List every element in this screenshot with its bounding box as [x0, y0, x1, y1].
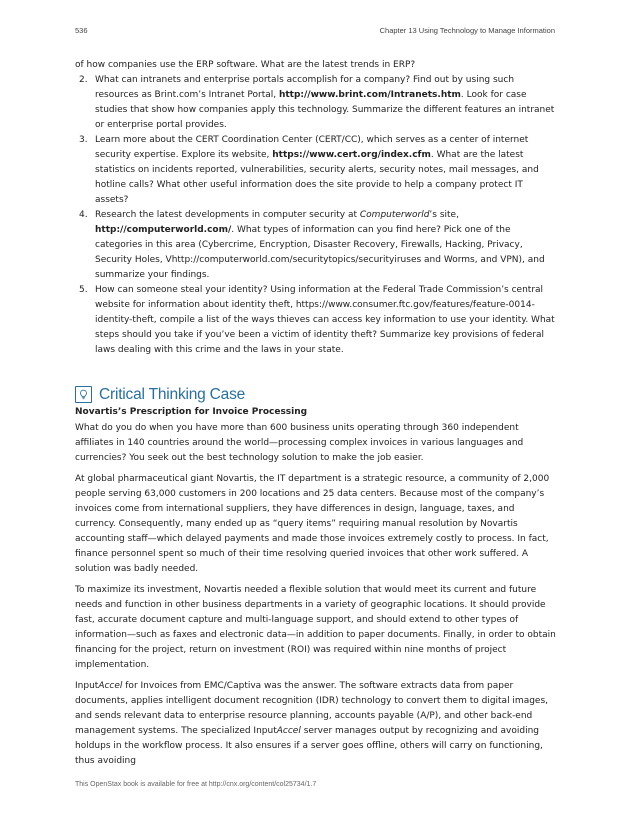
case-paragraph: At global pharmaceutical giant Novartis, the IT department is a strategic resource, a community of 2,000 people serving 63,000 customers in 200 locations and 25 data centers. Because most of the company’s invoices come from international suppliers, they have differences in design, language, taxes, and currency. Consequently, many ended up as “query items” requiring manual resolution by Novartis accounting staff—which delayed payments and made those invoices extremely costly to process. In fact, finance personnel spent so much of their time resolving queried invoices that other work suffered. A solution was badly needed. — [75, 474, 550, 574]
case-paragraph: What do you do when you have more than 600 business units operating through 360 independent affiliates in 140 countries around the world—processing complex invoices in various languages and currencies? You seek out the best technology solution to make the job easier. — [75, 423, 524, 463]
list-item-text: Research the latest developments in computer security at — [95, 210, 360, 220]
list-item-text: ’s site, — [429, 210, 459, 220]
list-item — [75, 208, 557, 283]
page-footer: This OpenStax book is available for free at http://cnx.org/content/col25734/1.7 — [75, 781, 317, 788]
product-name: Accel — [98, 681, 123, 691]
section-header — [75, 383, 557, 405]
page-content — [75, 58, 557, 769]
list-item-number: 4. — [79, 210, 88, 220]
list-item — [75, 133, 557, 208]
text-run: server manages output by recognizing and avoiding holdups in the workflow process. It also ensures if a server goes offline, others will carry on functioning, thus avoiding — [75, 726, 543, 766]
section-title: Critical Thinking Case — [99, 385, 246, 403]
list-item — [75, 283, 557, 358]
list-item-text: Learn more about the CERT Coordination Center (CERT/CC), which serves as a center of internet security expertise. Explore its website, — [95, 135, 529, 160]
list-item-text: . What are the latest statistics on incidents reported, vulnerabilities, security alerts, security notes, mail messages, and hotline calls? What other useful information does the site provide to help a company protect IT assets? — [95, 150, 539, 205]
list-item-text: How can someone steal your identity? Using information at the Federal Trade Commission’s central website for information about identity theft, https://www.consumer.ftc.gov/features/feature-0014-identity-theft, compile a list of the ways thieves can access key information to use your identity. What steps should you take if you’ve been a victim of identity theft? Summarize key provisions of federal laws dealing with this crime and the laws in your state. — [95, 285, 555, 355]
exercise-list — [75, 73, 557, 358]
link[interactable]: https://www.cert.org/index.cfm — [272, 150, 431, 160]
list-item — [75, 73, 557, 133]
case-heading: Novartis’s Prescription for Invoice Processing — [75, 407, 308, 417]
product-name: Accel — [276, 726, 301, 736]
chapter-title: Chapter 13 Using Technology to Manage Information — [379, 26, 555, 35]
link[interactable]: http://www.brint.com/Intranets.htm — [278, 90, 461, 100]
list-item-text: What can intranets and enterprise portals accomplish for a company? Find out by using such resources as Brint.com’s Intranet Portal, — [95, 75, 515, 100]
list-item-number: 5. — [79, 285, 88, 295]
list-item-number: 2. — [79, 75, 88, 85]
publication-name: Computerworld — [359, 210, 430, 220]
list-item-text: . What types of information can you find here? Pick one of the categories in this area (Cybercrime, Encryption, Disaster Recovery, Firewalls, Hacking, Privacy, Security Holes, Vhttp://computerworld.com/securitytopics/securityiruses and Worms, and VPN), and summarize your findings. — [95, 225, 545, 280]
link[interactable]: http://computerworld.com/ — [95, 225, 232, 235]
case-paragraph: To maximize its investment, Novartis needed a flexible solution that would meet its current and future needs and function in other business departments in a variety of geographic locations. It should provide fast, accurate document capture and multi-language support, and should extend to other types of information—such as faxes and electronic data—in addition to paper documents. Finally, in order to obtain financing for the project, return on investment (ROI) was required within nine months of project implementation. — [75, 585, 556, 670]
text-run: Input — [75, 681, 99, 691]
page-header — [75, 26, 555, 35]
list-item-text: . Look for case studies that show how companies apply this technology. Summarize the different features an intranet or enterprise portal provides. — [95, 90, 555, 130]
case-paragraph — [75, 679, 557, 769]
page-number: 536 — [75, 26, 88, 35]
list-continuation: of how companies use the ERP software. What are the latest trends in ERP? — [75, 60, 416, 70]
lightbulb-icon — [75, 386, 92, 403]
list-item-number: 3. — [79, 135, 88, 145]
text-run: for Invoices from EMC/Captiva was the answer. The software extracts data from paper documents, applies intelligent document recognition (IDR) technology to convert them to digital images, and sends relevant data to enterprise resource planning, accounts payable (A/P), and other back-end management systems. The specialized Input — [75, 681, 549, 736]
